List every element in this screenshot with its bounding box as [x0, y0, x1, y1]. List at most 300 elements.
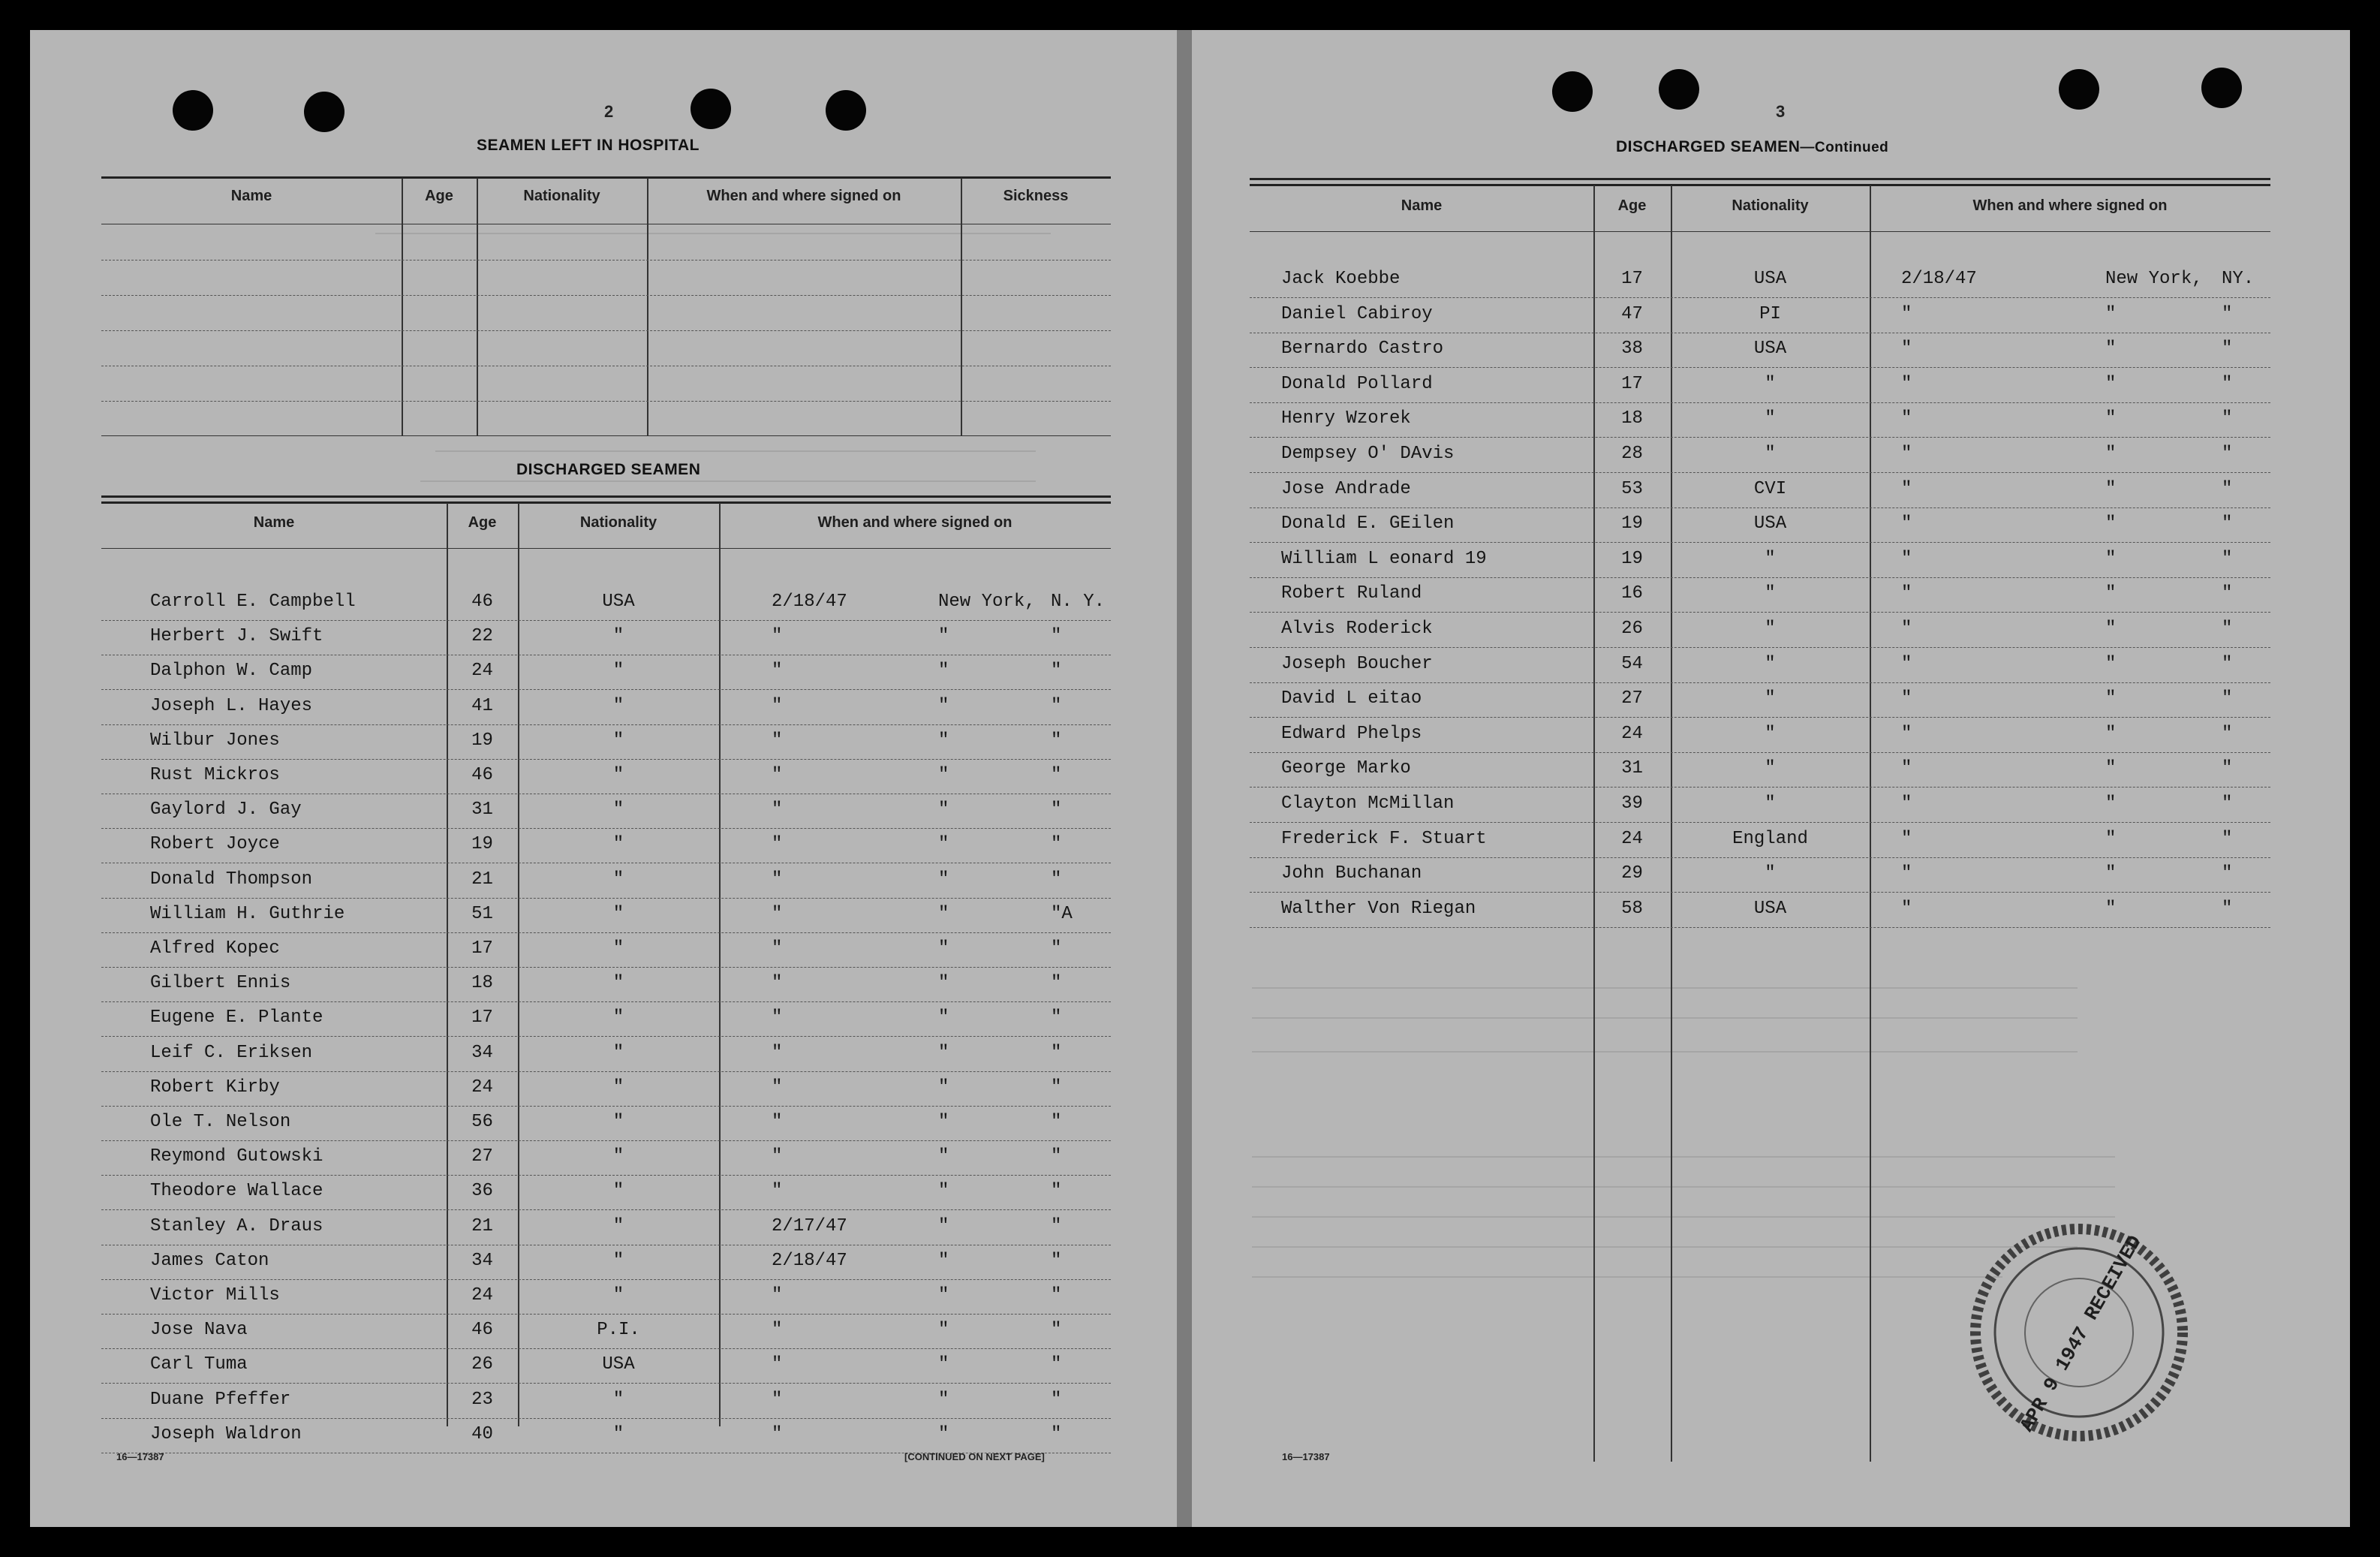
cell-name: Reymond Gutowski: [150, 1146, 323, 1167]
cell-name: Eugene E. Plante: [150, 1007, 323, 1028]
cell-name: Leif C. Eriksen: [150, 1042, 313, 1063]
cell-date: ": [1901, 548, 1912, 569]
cell-state: ": [2222, 898, 2233, 919]
cell-state: ": [2222, 373, 2233, 394]
cell-place: ": [938, 938, 949, 959]
hospital-header-age: Age: [425, 188, 453, 204]
cell-state: ": [1051, 1077, 1062, 1098]
cell-place: ": [2105, 548, 2117, 569]
cell-nationality: ": [612, 765, 624, 785]
cell-state: ": [1051, 661, 1062, 682]
table-row: [101, 1001, 1111, 1037]
cell-place: ": [2105, 619, 2117, 639]
cell-nationality: ": [1765, 408, 1776, 429]
cell-state: ": [1051, 730, 1062, 751]
bleed-through-line: [1252, 1017, 2078, 1019]
cell-name: William H. Guthrie: [150, 903, 345, 924]
cell-place: ": [2105, 794, 2117, 814]
cell-state: ": [2222, 688, 2233, 709]
cell-nationality: ": [1765, 688, 1776, 709]
cell-date: ": [772, 1042, 783, 1063]
cell-age: 19: [471, 730, 493, 751]
cell-place: ": [938, 1389, 949, 1410]
cell-state: ": [1051, 938, 1062, 959]
cell-name: Joseph Waldron: [150, 1423, 302, 1444]
cell-nationality: P.I.: [597, 1320, 640, 1341]
cell-place: ": [2105, 478, 2117, 499]
cell-age: 17: [471, 938, 493, 959]
cell-nationality: PI: [1759, 303, 1781, 324]
cell-nationality: CVI: [1753, 478, 1787, 499]
cell-name: Alvis Roderick: [1281, 619, 1433, 639]
left-page: [30, 30, 1177, 1527]
cell-age: 41: [471, 695, 493, 716]
cell-date: ": [772, 1354, 783, 1375]
bleed-through-line: [1252, 1216, 2115, 1218]
bleed-through-line: [1252, 1051, 2078, 1053]
cell-name: Victor Mills: [150, 1285, 280, 1306]
cell-name: Donald E. GEilen: [1281, 513, 1455, 535]
cell-age: 23: [471, 1389, 493, 1410]
cell-age: 53: [1621, 478, 1643, 499]
cell-nationality: ": [1765, 653, 1776, 674]
table-header-rule: [101, 548, 1111, 549]
table-row: [101, 690, 1111, 725]
cell-place: ": [2105, 688, 2117, 709]
cell-nationality: ": [612, 1181, 624, 1202]
cell-age: 26: [471, 1354, 493, 1375]
cell-state: ": [1051, 800, 1062, 821]
bleed-through-line: [435, 450, 1036, 452]
table-row: [1250, 507, 2270, 543]
cell-place: ": [938, 695, 949, 716]
cell-nationality: ": [1765, 863, 1776, 884]
cell-date: ": [1901, 339, 1912, 360]
cell-age: 19: [1621, 548, 1643, 569]
cell-place: ": [938, 1354, 949, 1375]
cell-place: ": [938, 1423, 949, 1444]
cell-state: ": [1051, 765, 1062, 785]
cell-state: ": [2222, 444, 2233, 464]
cell-nationality: ": [612, 1146, 624, 1167]
punch-hole: [1552, 71, 1593, 112]
cell-name: Robert Joyce: [150, 834, 280, 855]
cell-place: ": [2105, 898, 2117, 919]
cell-place: ": [938, 834, 949, 855]
cell-state: ": [2222, 513, 2233, 535]
cell-name: Donald Pollard: [1281, 373, 1433, 394]
table-row: [1250, 752, 2270, 788]
cell-date: ": [1901, 478, 1912, 499]
table-row: [101, 1210, 1111, 1245]
cell-name: Henry Wzorek: [1281, 408, 1411, 429]
cell-name: Joseph Boucher: [1281, 653, 1433, 674]
cell-name: Carl Tuma: [150, 1354, 248, 1375]
form-code: 16—17387: [116, 1451, 164, 1462]
cell-date: 2/18/47: [1901, 269, 1977, 289]
discharged-continued-title: [1616, 138, 1888, 156]
hospital-blank-row: [101, 259, 1111, 261]
cell-state: ": [1051, 1354, 1062, 1375]
cell-date: ": [772, 1112, 783, 1132]
cell-date: ": [1901, 583, 1912, 604]
table-row: [101, 1348, 1111, 1384]
table-row: [1250, 577, 2270, 613]
cell-state: ": [2222, 583, 2233, 604]
cell-date: ": [772, 1146, 783, 1167]
cell-nationality: ": [612, 1042, 624, 1063]
table-row: [101, 586, 1111, 621]
hospital-blank-row: [101, 400, 1111, 402]
table-row: [1250, 333, 2270, 368]
cell-nationality: USA: [602, 1354, 635, 1375]
cell-date: ": [1901, 794, 1912, 814]
discharged-header-nationality: Nationality: [579, 514, 657, 531]
cell-name: Jose Andrade: [1281, 478, 1411, 499]
cell-place: ": [938, 1077, 949, 1098]
cell-state: ": [2222, 758, 2233, 779]
table-row: [1250, 893, 2270, 928]
cell-date: ": [1901, 688, 1912, 709]
cell-state: ": [1051, 695, 1062, 716]
cell-date: ": [1901, 303, 1912, 324]
cell-state: ": [1051, 1320, 1062, 1341]
cell-state: NY.: [2222, 269, 2255, 289]
punch-hole: [304, 92, 345, 132]
table-row: [101, 655, 1111, 690]
cell-date: ": [772, 800, 783, 821]
punch-hole: [691, 89, 731, 129]
cell-nationality: ": [612, 800, 624, 821]
cell-nationality: ": [1765, 758, 1776, 779]
cell-age: 46: [471, 592, 493, 612]
cell-place: ": [938, 730, 949, 751]
cell-nationality: England: [1732, 828, 1808, 849]
table-row: [1250, 438, 2270, 473]
cell-nationality: ": [612, 1389, 624, 1410]
cell-place: ": [938, 1007, 949, 1028]
cell-state: ": [1051, 1007, 1062, 1028]
cell-age: 19: [1621, 513, 1643, 535]
discharged-header-age: Age: [468, 514, 497, 531]
cell-place: ": [938, 1112, 949, 1132]
cell-age: 54: [1621, 653, 1643, 674]
cell-nationality: ": [612, 938, 624, 959]
cell-age: 26: [1621, 619, 1643, 639]
hospital-header-name: Name: [230, 188, 272, 204]
cell-age: 46: [471, 1320, 493, 1341]
cell-place: ": [938, 1285, 949, 1306]
discharged-header-signed-on: When and where signed on: [1972, 197, 2168, 214]
punch-hole: [2201, 68, 2242, 108]
cell-date: ": [1901, 828, 1912, 849]
table-row: [1250, 682, 2270, 718]
table-row: [101, 1314, 1111, 1349]
cell-age: 28: [1621, 444, 1643, 464]
cell-age: 27: [1621, 688, 1643, 709]
cell-age: 24: [471, 661, 493, 682]
cell-place: ": [938, 765, 949, 785]
cell-nationality: ": [1765, 444, 1776, 464]
page-number: 3: [1776, 102, 1786, 121]
cell-nationality: ": [1765, 548, 1776, 569]
cell-date: ": [772, 1007, 783, 1028]
table-row: [101, 1140, 1111, 1176]
table-row: [1250, 402, 2270, 438]
cell-place: ": [938, 800, 949, 821]
cell-date: ": [772, 1077, 783, 1098]
cell-date: ": [1901, 444, 1912, 464]
cell-place: ": [2105, 583, 2117, 604]
cell-nationality: ": [612, 1112, 624, 1132]
cell-name: Carroll E. Campbell: [150, 592, 356, 612]
cell-date: ": [1901, 408, 1912, 429]
cell-nationality: ": [612, 869, 624, 890]
cell-nationality: ": [612, 834, 624, 855]
cell-age: 24: [471, 1077, 493, 1098]
cell-name: Duane Pfeffer: [150, 1389, 291, 1410]
cell-state: ": [2222, 478, 2233, 499]
bleed-through-line: [420, 480, 1036, 482]
cell-date: ": [1901, 863, 1912, 884]
discharged-header-name: Name: [1401, 197, 1443, 214]
cell-nationality: ": [612, 626, 624, 647]
cell-date: ": [1901, 653, 1912, 674]
punch-hole: [173, 90, 213, 131]
cell-state: ": [2222, 339, 2233, 360]
cell-place: ": [938, 1320, 949, 1341]
punch-hole: [826, 90, 866, 131]
table-row: [101, 1175, 1111, 1210]
cell-name: James Caton: [150, 1250, 269, 1271]
column-divider: [961, 178, 962, 435]
hospital-blank-row: [101, 365, 1111, 366]
cell-place: ": [2105, 303, 2117, 324]
cell-name: Dalphon W. Camp: [150, 661, 313, 682]
received-stamp: [1966, 1220, 2192, 1445]
cell-place: ": [2105, 828, 2117, 849]
table-row: [1250, 263, 2270, 298]
cell-nationality: USA: [1753, 513, 1787, 535]
punch-hole: [2059, 69, 2099, 110]
discharged-section-title: DISCHARGED SEAMEN: [516, 461, 701, 478]
cell-state: ": [1051, 834, 1062, 855]
cell-nationality: ": [612, 1250, 624, 1271]
cell-name: Wilbur Jones: [150, 730, 280, 751]
cell-name: John Buchanan: [1281, 863, 1422, 884]
cell-age: 34: [471, 1042, 493, 1063]
cell-age: 17: [471, 1007, 493, 1028]
cell-state: ": [1051, 1389, 1062, 1410]
cell-name: Alfred Kopec: [150, 938, 280, 959]
cell-state: ": [2222, 723, 2233, 744]
table-bottom-rule: [101, 435, 1111, 436]
punch-hole: [1659, 69, 1699, 110]
form-code: 16—17387: [1282, 1451, 1330, 1462]
cell-age: 47: [1621, 303, 1643, 324]
discharged-continued-suffix: —Continued: [1800, 140, 1889, 155]
table-row: [101, 828, 1111, 863]
hospital-header-sickness: Sickness: [1003, 188, 1069, 204]
table-top-rule: [1250, 178, 2270, 180]
cell-name: Theodore Wallace: [150, 1181, 323, 1202]
cell-place: ": [938, 661, 949, 682]
cell-age: 19: [471, 834, 493, 855]
cell-age: 51: [471, 903, 493, 924]
cell-name: George Marko: [1281, 758, 1411, 779]
cell-nationality: ": [612, 661, 624, 682]
cell-state: ": [2222, 794, 2233, 814]
cell-age: 31: [471, 800, 493, 821]
cell-place: ": [938, 973, 949, 994]
cell-date: ": [772, 903, 783, 924]
table-row: [101, 759, 1111, 794]
cell-name: Robert Ruland: [1281, 583, 1422, 604]
cell-name: William L eonard 19: [1281, 548, 1487, 569]
hospital-blank-row: [101, 294, 1111, 296]
cell-date: ": [772, 626, 783, 647]
table-row: [1250, 298, 2270, 333]
cell-place: ": [938, 1250, 949, 1271]
cell-nationality: USA: [1753, 269, 1787, 289]
column-divider: [647, 178, 648, 435]
cell-age: 40: [471, 1423, 493, 1444]
cell-nationality: ": [1765, 723, 1776, 744]
cell-age: 36: [471, 1181, 493, 1202]
table-row: [1250, 857, 2270, 893]
table-row: [1250, 788, 2270, 823]
cell-state: ": [2222, 619, 2233, 639]
cell-age: 38: [1621, 339, 1643, 360]
cell-name: Herbert J. Swift: [150, 626, 323, 647]
cell-age: 24: [1621, 723, 1643, 744]
cell-age: 21: [471, 1215, 493, 1236]
cell-date: ": [1901, 758, 1912, 779]
cell-state: ": [1051, 973, 1062, 994]
cell-date: ": [772, 834, 783, 855]
cell-place: New York,: [938, 592, 1036, 612]
cell-nationality: ": [612, 1077, 624, 1098]
cell-name: Walther Von Riegan: [1281, 898, 1476, 919]
table-row: [101, 898, 1111, 933]
cell-age: 34: [471, 1250, 493, 1271]
cell-date: 2/18/47: [772, 1250, 847, 1271]
cell-place: ": [2105, 723, 2117, 744]
continued-note: [CONTINUED ON NEXT PAGE]: [904, 1451, 1045, 1462]
cell-nationality: ": [612, 903, 624, 924]
cell-date: ": [772, 869, 783, 890]
table-row: [101, 1037, 1111, 1072]
cell-age: 27: [471, 1146, 493, 1167]
cell-date: ": [772, 938, 783, 959]
hospital-header-nationality: Nationality: [523, 188, 600, 204]
table-row: [101, 932, 1111, 968]
cell-name: Joseph L. Hayes: [150, 695, 313, 716]
table-row: [101, 724, 1111, 760]
cell-place: ": [938, 1146, 949, 1167]
cell-age: 58: [1621, 898, 1643, 919]
cell-name: Robert Kirby: [150, 1077, 280, 1098]
table-row: [101, 1418, 1111, 1453]
cell-place: ": [2105, 513, 2117, 535]
cell-name: Rust Mickros: [150, 765, 280, 785]
table-row: [1250, 543, 2270, 578]
cell-state: ": [1051, 1423, 1062, 1444]
table-row: [1250, 648, 2270, 683]
bleed-through-line: [1252, 1246, 2078, 1248]
cell-name: Frederick F. Stuart: [1281, 828, 1487, 849]
cell-age: 39: [1621, 794, 1643, 814]
cell-age: 29: [1621, 863, 1643, 884]
cell-date: ": [772, 695, 783, 716]
table-row: [1250, 823, 2270, 858]
discharged-header-name: Name: [253, 514, 295, 531]
table-row: [101, 794, 1111, 829]
bleed-through-line: [1252, 1276, 2002, 1278]
cell-date: ": [772, 1423, 783, 1444]
cell-nationality: USA: [602, 592, 635, 612]
discharged-continued-title-main: DISCHARGED SEAMEN: [1616, 138, 1801, 155]
cell-place: ": [2105, 653, 2117, 674]
cell-date: ": [1901, 723, 1912, 744]
table-row: [101, 1071, 1111, 1107]
cell-age: 18: [471, 973, 493, 994]
cell-nationality: ": [1765, 583, 1776, 604]
cell-name: Daniel Cabiroy: [1281, 303, 1433, 324]
cell-age: 17: [1621, 269, 1643, 289]
hospital-section-title: SEAMEN LEFT IN HOSPITAL: [477, 137, 700, 154]
cell-date: ": [772, 765, 783, 785]
cell-age: 31: [1621, 758, 1643, 779]
cell-nationality: USA: [1753, 339, 1787, 360]
discharged-header-age: Age: [1617, 197, 1647, 214]
cell-date: ": [772, 973, 783, 994]
cell-place: ": [2105, 758, 2117, 779]
cell-date: 2/18/47: [772, 592, 847, 612]
table-row: [1250, 368, 2270, 403]
cell-nationality: ": [612, 1285, 624, 1306]
bleed-through-line: [1252, 1186, 2115, 1188]
cell-date: ": [1901, 619, 1912, 639]
cell-state: ": [1051, 1215, 1062, 1236]
cell-age: 17: [1621, 373, 1643, 394]
cell-state: "A: [1051, 903, 1073, 924]
cell-place: New York,: [2105, 269, 2203, 289]
cell-state: ": [1051, 1042, 1062, 1063]
cell-state: ": [2222, 303, 2233, 324]
cell-name: Edward Phelps: [1281, 723, 1422, 744]
table-row: [101, 1384, 1111, 1419]
cell-date: ": [772, 661, 783, 682]
cell-name: Dempsey O' DAvis: [1281, 444, 1455, 464]
hospital-blank-row: [101, 330, 1111, 331]
cell-state: ": [2222, 408, 2233, 429]
discharged-header-signed-on: When and where signed on: [817, 514, 1012, 531]
cell-name: Donald Thompson: [150, 869, 313, 890]
cell-nationality: ": [612, 695, 624, 716]
cell-nationality: ": [612, 1007, 624, 1028]
table-header-rule: [1250, 231, 2270, 232]
cell-age: 21: [471, 869, 493, 890]
cell-state: ": [1051, 626, 1062, 647]
cell-date: ": [1901, 373, 1912, 394]
cell-name: Jose Nava: [150, 1320, 248, 1341]
page-fold: [1177, 30, 1192, 1527]
table-top-rule-double: [1250, 184, 2270, 186]
cell-nationality: ": [612, 730, 624, 751]
cell-nationality: ": [612, 973, 624, 994]
cell-state: ": [1051, 1250, 1062, 1271]
